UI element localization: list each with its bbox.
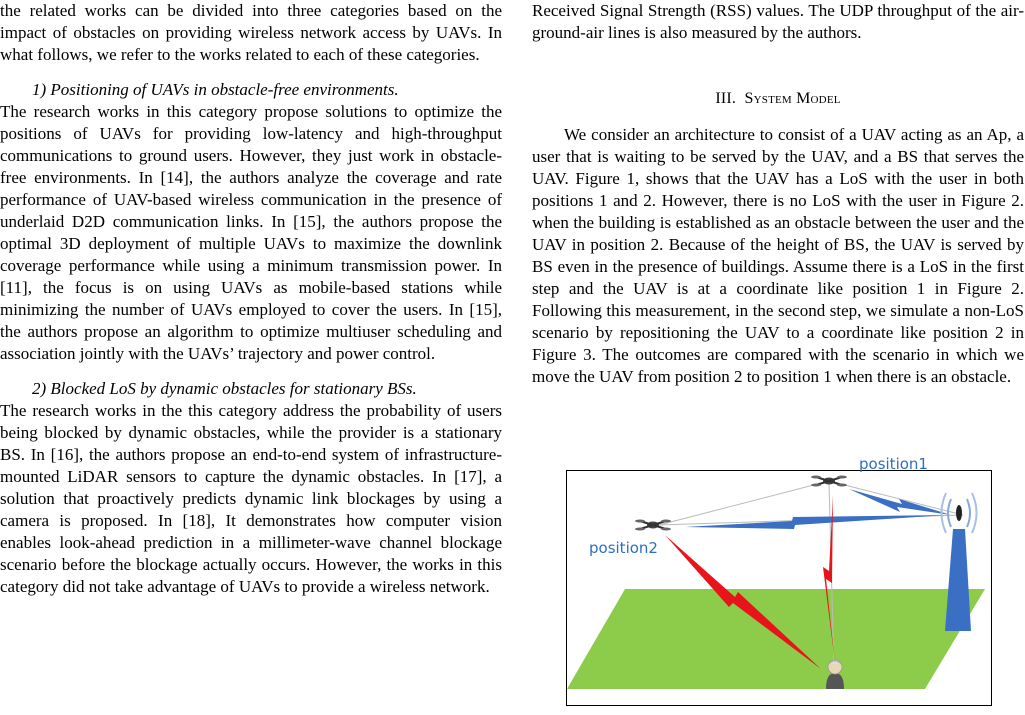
link-tower-pos2 [685, 515, 947, 529]
paragraph-intro: the related works can be divided into three categories based on the impact of obstacles on providing wireless network access by UAVs. In what follows, we refer to the works related to each of these categories. [0, 1, 502, 64]
section-title: System Model [744, 90, 841, 107]
subsection-heading-2: 2) Blocked LoS by dynamic obstacles for stationary BSs. [32, 379, 417, 398]
figure-illustration [567, 471, 991, 705]
paragraph-top: Received Signal Strength (RSS) values. The UDP throughput of the air-ground-air lines is also measured by the authors. [532, 1, 1024, 42]
paragraph-system-model: We consider an architecture to consist of a UAV acting as an Ap, a user that is waiting to be served by the UAV, and a BS that serves the UAV. Figure 1, shows that the UAV has a LoS with the user in both positions 1 and 2. However, there is no LoS with the user in Figure 2. when the building is established as an obstacle between the user and the UAV in position 2. Because of the height of BS, the UAV is served by BS even in the presence of buildings. Assume there is a LoS in the first step and the UAV is at a coordinate like position 1 in Figure 2. Following this measurement, in the second step, we simulate a non-LoS scenario by repositioning the UAV to a coordinate like position 2 in Figure 3. The outcomes are compared with the scenario in which we move the UAV from position 2 to position 1 when there is an obstacle. [532, 125, 1024, 386]
label-position2: position2 [589, 539, 658, 557]
link-tower-pos1 [849, 489, 951, 515]
ground-plane [567, 589, 985, 689]
paragraph-subsection-2: The research works in the this category address the probability of users being blocked by dynamic obstacles, while the provider is a stationary BS. In [16], the authors propose an end-to-end system of infrastructure-mounted LiDAR sensors to capture the dynamic obstacles. In [17], a solution that proactively predicts dynamic link blockages by using a camera is proposed. In [18], It demonstrates how computer vision enables look-ahead prediction in a millimeter-wave channel blockage scenario before the blockage actually occurs. However, the works in this category did not take advantage of UAVs to provide a wireless network. [0, 401, 502, 596]
right-column [532, 0, 1024, 388]
paragraph-subsection-1: The research works in this category propose solutions to optimize the positions of UAVs for providing low-latency and high-throughput communications to ground users. However, they just work in obstacle-free environments. In [14], the authors analyze the coverage and rate performance of UAV-based wireless communication in the presence of underlaid D2D communication links. In [15], the authors propose the optimal 3D deployment of multiple UAVs to maximize the downlink coverage performance while using a minimum transmission power. In [11], the focus is on using UAVs as mobile-based stations while minimizing the number of UAVs employed to cover the users. In [15], the authors propose an algorithm to optimize multiuser scheduling and association jointly with the UAVs’ trajectory and power control. [0, 102, 502, 363]
label-position1: position1 [859, 455, 928, 473]
left-column [0, 0, 502, 598]
section-number: III. [715, 90, 737, 107]
system-model-figure [566, 455, 992, 706]
subsection-heading-1: 1) Positioning of UAVs in obstacle-free environments. [32, 80, 399, 99]
section-heading [532, 88, 1024, 110]
